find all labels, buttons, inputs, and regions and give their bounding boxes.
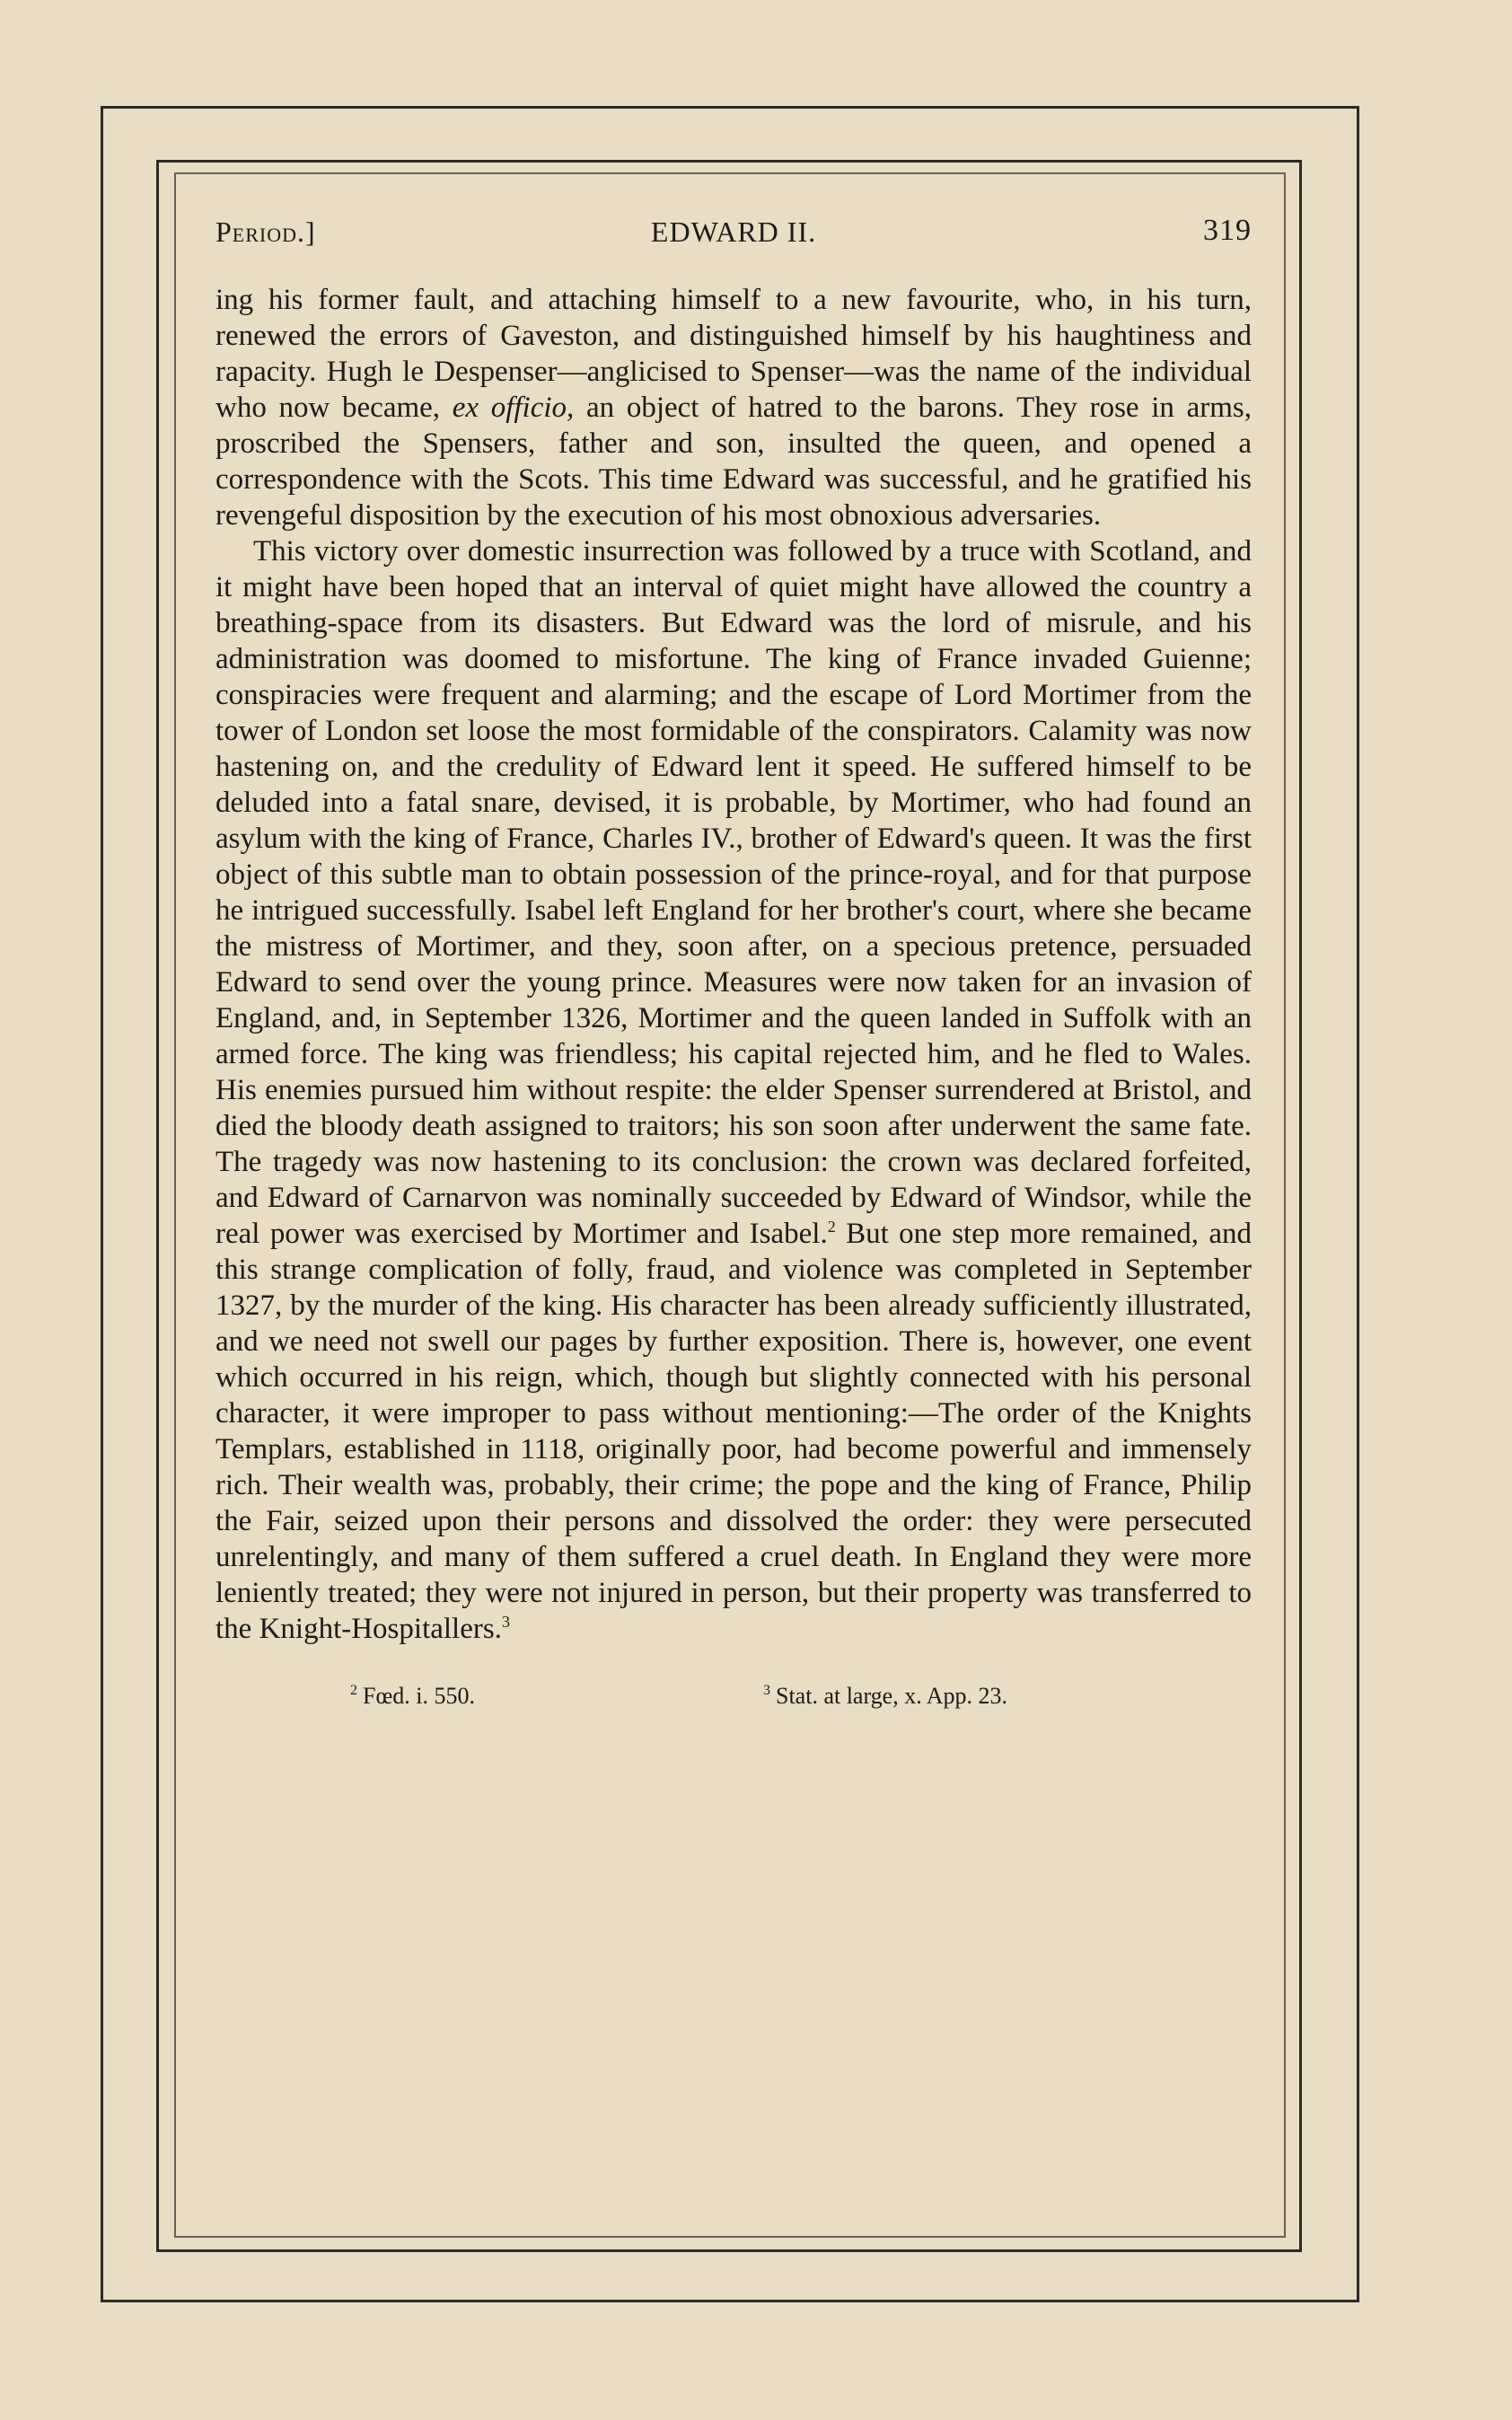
running-head [215, 212, 1252, 257]
running-head-title: EDWARD II. [650, 216, 817, 248]
footnote-2: $^3$ Stat. at large, x. App. 23. [763, 1683, 1008, 1709]
page-number: 319 [1203, 214, 1252, 247]
footnote-ref: 2 [827, 1218, 836, 1236]
paragraph-2: This victory over domestic insurrection was followed by a truce with Scotland, and it might have been hoped that an interval of quiet might have allowed the country a breathing-space from its disasters. But Edward was the lord of misrule, and his administration was doomed to misfortune. The king of France invaded Guienne; conspiracies were frequent and alarming; and the escape of Lord Mortimer from the tower of London set loose the most formidable of the conspirators. Calamity was now hastening on, and the credulity of Edward lent it speed. He suffered himself to be deluded into a fatal snare, devised, it is probable, by Mortimer, who had found an asylum with the king of France, Charles IV., brother of Edward's queen. It was the first object of this subtle man to obtain possession of the prince-royal, and for that purpose he intrigued successfully. Isabel left England for her brother's court, where she became the mistress of Mortimer, and they, soon after, on a specious pretence, persuaded Edward to send over the young prince. Measures were now taken for an invasion of England, and, in September 1326, Mortimer and the queen landed in Suffolk with an armed force. The king was friendless; his capital rejected him, and he fled to Wales. His enemies pursued him without respite: the elder Spenser surrendered at Bristol, and died the bloody death assigned to traitors; his son soon after underwent the same fate. The tragedy was now hastening to its conclusion: the crown was declared forfeited, and Edward of Carnarvon was nominally succeeded by Edward of Windsor, while the real power was exercised by Mortimer and Isabel.$^2$ But one step more remained, and this strange complication of folly, fraud, and violence was completed in September 1327, by the murder of the king. His character has been already sufficiently illustrated, and we need not swell our pages by further exposition. There is, however, one event which occurred in his reign, which, though but slightly connected with his personal character, it were improper to pass without mentioning:—The order of the Knights Templars, established in 1118, originally poor, had become powerful and immensely rich. Their wealth was, probably, their crime; the pope and the king of France, Philip the Fair, seized upon their persons and dissolved the order: they were persecuted unrelentingly, and many of them suffered a cruel death. In England they were more leniently treated; they were not injured in person, but their property was transferred to the Knight-Hospitallers.$^3$ [215, 535, 1253, 1645]
italic-phrase: ex officio, [452, 392, 575, 424]
running-head-left: Period.] [215, 216, 316, 248]
footnote-1: $^2$ Fœd. i. 550. [350, 1683, 475, 1709]
footnotes [215, 1683, 1252, 1719]
page-content [215, 212, 1252, 1719]
footnote-ref: 3 [501, 1613, 510, 1631]
body-text [215, 282, 1252, 1647]
paragraph-1: ing his former fault, and attaching himself to a new favourite, who, in his turn, renewed the errors of Gaveston, and distinguished himself by his haughtiness and rapacity. Hugh le Despenser—anglicised to Spenser—was the name of the individual who now became, ex officio, an object of hatred to the barons. They rose in arms, proscribed the Spensers, father and son, insulted the queen, and opened a correspondence with the Scots. This time Edward was successful, and he gratified his revengeful disposition by the execution of his most obnoxious adversaries. [215, 284, 1253, 532]
